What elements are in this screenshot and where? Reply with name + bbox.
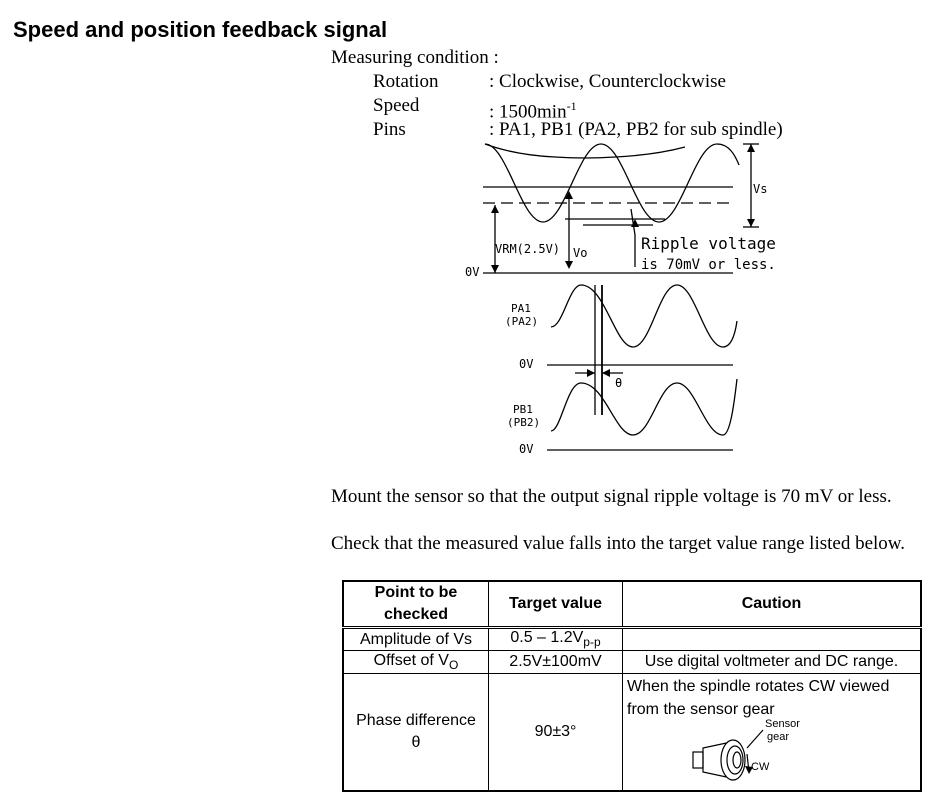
pb-label-line1: PB1	[513, 403, 533, 416]
ripple-label-line1: Ripple voltage	[641, 234, 776, 253]
vs-label: Vs	[753, 182, 768, 196]
cell-target-phase: 90±3°	[489, 674, 623, 792]
vrm-label: VRM(2.5V)	[495, 242, 561, 256]
pins-value: : PA1, PB1 (PA2, PB2 for sub spindle)	[489, 119, 783, 140]
check-table	[342, 580, 922, 792]
cell-point-phase	[343, 674, 489, 792]
page-heading: Speed and position feedback signal	[13, 17, 388, 42]
cell-target-amplitude	[489, 628, 623, 651]
speed-label: Speed	[373, 95, 420, 116]
pb-waveform	[551, 379, 737, 435]
cell-caution-amplitude	[623, 628, 922, 651]
pa-label-line1: PA1	[511, 302, 531, 315]
zero-v-label-pa: 0V	[519, 357, 534, 371]
target-amplitude-value: 0.5 – 1.2V	[510, 629, 584, 647]
speed-exponent: -1	[566, 99, 577, 113]
gear-label-line2: gear	[767, 731, 790, 743]
ripple-label-line2: is 70mV or less.	[641, 257, 776, 273]
point-phase-line1: Phase difference	[356, 712, 476, 729]
pb-label-line2: (PB2)	[507, 416, 541, 429]
cell-target-offset: 2.5V±100mV	[489, 651, 623, 674]
table-header-row	[343, 581, 921, 628]
speed-value: : 1500min	[489, 101, 567, 123]
vs-waveform	[485, 144, 739, 222]
sensor-gear-icon	[691, 718, 841, 786]
table-row	[343, 628, 921, 651]
zero-v-label-top: 0V	[465, 265, 480, 279]
condition-title: Measuring condition :	[331, 47, 499, 68]
header-target: Target value	[489, 581, 623, 628]
table-row	[343, 651, 921, 674]
rotation-value: : Clockwise, Counterclockwise	[489, 71, 726, 92]
point-phase-line2: θ	[411, 734, 421, 751]
target-amplitude-sub: p-p	[583, 635, 601, 650]
zero-v-label-pb: 0V	[519, 442, 534, 456]
cell-point-offset	[343, 651, 489, 674]
table-row	[343, 674, 921, 792]
header-caution: Caution	[623, 581, 922, 628]
cell-caution-offset: Use digital voltmeter and DC range.	[623, 651, 922, 674]
cell-point-amplitude: Amplitude of Vs	[343, 628, 489, 651]
pa-label-line2: (PA2)	[505, 315, 539, 328]
cw-label: CW	[751, 761, 770, 773]
caution-phase-text: When the spindle rotates CW viewed from the sensor gear	[627, 678, 890, 718]
check-paragraph: Check that the measured value falls into the target value range listed below.	[331, 533, 906, 554]
vo-label: Vo	[573, 246, 588, 260]
rotation-label: Rotation	[373, 71, 439, 92]
point-offset-text: Offset of V	[373, 651, 449, 669]
signal-diagram	[455, 135, 775, 465]
gear-label-line1: Sensor	[765, 718, 800, 730]
pa-waveform	[551, 285, 737, 347]
ripple-paragraph: Mount the sensor so that the output signal ripple voltage is 70 mV or less.	[331, 486, 892, 507]
ripple-waveform	[485, 144, 685, 158]
cell-caution-phase	[623, 674, 922, 792]
point-offset-sub: O	[448, 658, 459, 673]
header-point: Point to be checked	[343, 581, 489, 628]
theta-label: θ	[615, 376, 623, 390]
pins-label: Pins	[373, 119, 406, 140]
